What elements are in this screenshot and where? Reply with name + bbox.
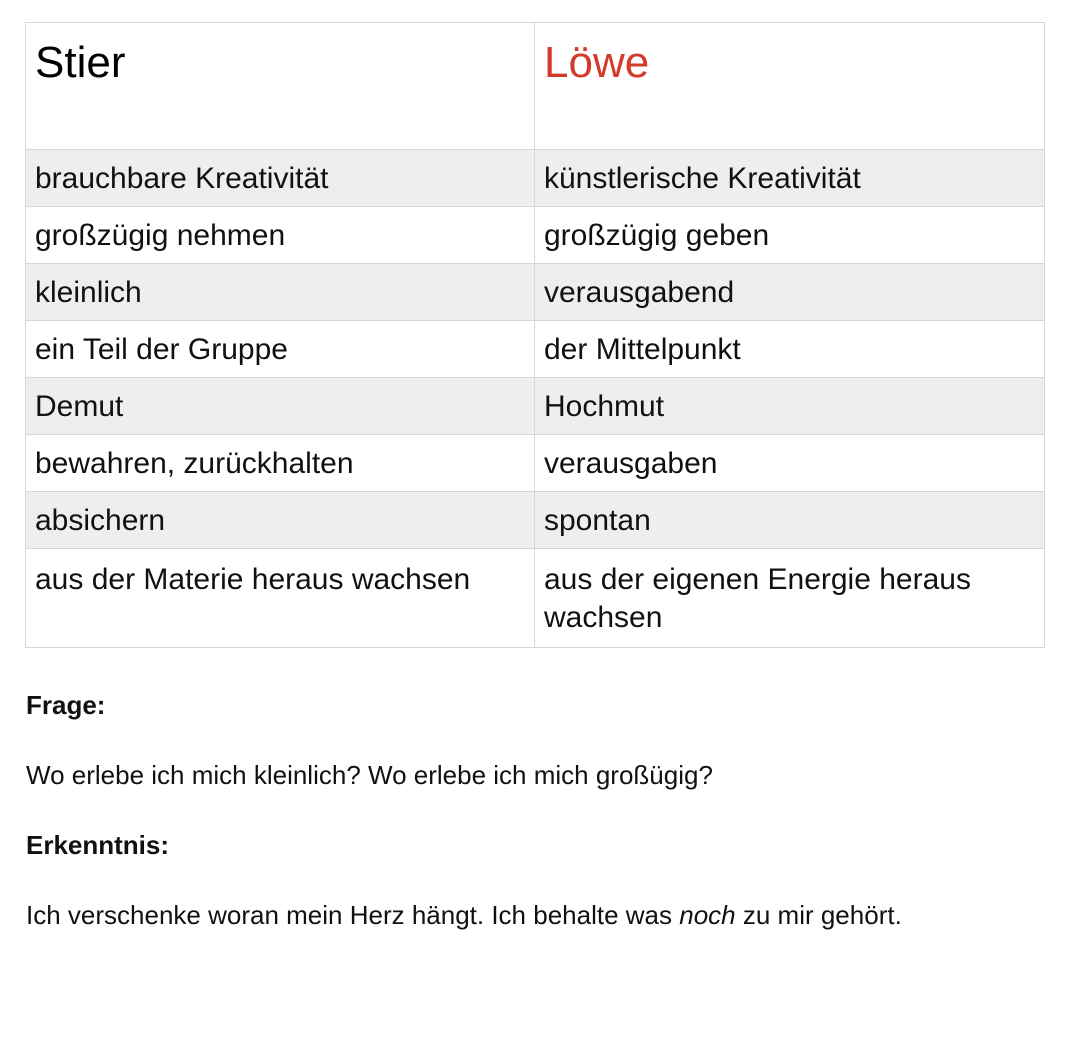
- cell-loewe: Hochmut: [535, 378, 1045, 435]
- question-label: Frage:: [26, 690, 106, 720]
- table-row: [26, 378, 1045, 435]
- cell-loewe: aus der eigenen Energie heraus wachsen: [535, 549, 1045, 648]
- header-loewe: Löwe: [535, 23, 1045, 150]
- cell-loewe: spontan: [535, 492, 1045, 549]
- insight-text-before: Ich verschenke woran mein Herz hängt. Ich behalte was: [26, 900, 680, 930]
- cell-loewe: der Mittelpunkt: [535, 321, 1045, 378]
- table-row: [26, 207, 1045, 264]
- table-header-row: [26, 23, 1045, 150]
- insight-text: [26, 898, 1044, 932]
- header-stier: Stier: [26, 23, 535, 150]
- insight-text-after: zu mir gehört.: [735, 900, 902, 930]
- cell-stier: kleinlich: [26, 264, 535, 321]
- table-row: [26, 264, 1045, 321]
- table-row: [26, 150, 1045, 207]
- cell-loewe: künstlerische Kreativität: [535, 150, 1045, 207]
- notes-section: [25, 688, 1044, 932]
- table-row: [26, 435, 1045, 492]
- table-row: [26, 492, 1045, 549]
- insight-label: Erkenntnis:: [26, 830, 170, 860]
- cell-stier: ein Teil der Gruppe: [26, 321, 535, 378]
- document: [25, 22, 1044, 932]
- table-row: [26, 321, 1045, 378]
- insight-text-emphasis: noch: [679, 900, 736, 930]
- cell-stier: brauchbare Kreativität: [26, 150, 535, 207]
- cell-stier: absichern: [26, 492, 535, 549]
- cell-stier: Demut: [26, 378, 535, 435]
- cell-stier: großzügig nehmen: [26, 207, 535, 264]
- table-row: [26, 549, 1045, 648]
- question-text: Wo erlebe ich mich kleinlich? Wo erlebe ich mich großügig?: [26, 760, 713, 790]
- cell-loewe: verausgaben: [535, 435, 1045, 492]
- cell-stier: aus der Materie heraus wachsen: [26, 549, 535, 648]
- comparison-table: [25, 22, 1045, 648]
- cell-stier: bewahren, zurückhalten: [26, 435, 535, 492]
- cell-loewe: verausgabend: [535, 264, 1045, 321]
- cell-loewe: großzügig geben: [535, 207, 1045, 264]
